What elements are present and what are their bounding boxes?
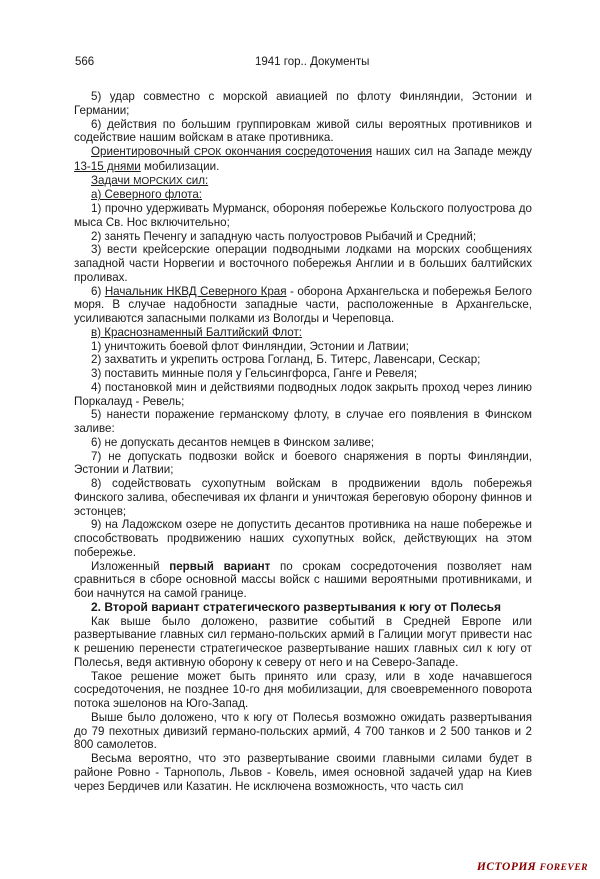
paragraph: 3) поставить минные поля у Гельсингфорса, Ганге и Ревеля; — [91, 367, 418, 380]
paragraph: 4) постановкой мин и действиями подводных лодок закрыть проход через линию Поркалауд - Ревель; — [74, 380, 532, 408]
paragraph: 6) Начальник НКВД Северного Края - оборона Архангельска и побережья Белого моря. В случае надобности западные части, расположенные в Архангельске, усиливаются запасными полками из Вологды и Череповца. — [74, 284, 533, 325]
text-span: Ориентировочный СРОК окончания сосредоточения — [91, 145, 372, 158]
paragraph: Как выше было доложено, развитие событий в Средней Европе или развертывание главных сил германо-польских армий в Галиции могут привести нас к решению перенести стратегическое развертывание наших главных сил к югу от Полесья, ведя активную оборону к северу от него и на Северо-Западе. — [74, 614, 532, 669]
paragraph: 8) содействовать сухопутным войскам в продвижении вдоль побережья Финского залива, обеспечивая их фланги и уничтожая береговую оборону финнов и эстонцев; — [74, 477, 532, 518]
paragraph: 9) на Ладожском озере не допустить десантов противника на наше побережье и способствовать продвижению наших сухопутных войск, действующих на этом побережье. — [74, 518, 532, 559]
paragraph: Изложенный первый вариант по срокам сосредоточения позволяет нам сравниться в сборе основной массы войск с нашими вероятными противниками, и бои начнутся на самой границе. — [74, 559, 532, 600]
paragraph: Весьма вероятно, что это развертывание своими главными силами будет в районе Ровно - Тарнополь, Львов - Ковель, имея основной задачей удар на Киев через Бердичев или Казатин. Не исключена возможность, что часть сил — [74, 752, 532, 793]
paragraph: 6) действия по большим группировкам живой силы вероятных противников и содействие нашим войскам в атаке противника. — [74, 117, 532, 145]
paragraph: Такое решение может быть принято или сразу, или в ходе начавшегося сосредоточения, не позднее 10-го дня мобилизации, для своевременного поворота потока эшелонов на Юго-Запад. — [74, 669, 532, 710]
paragraph: 6) не допускать десантов немцев в Финском заливе; — [91, 435, 375, 449]
paragraph: 5) удар совместно с морской авиацией по флоту Финляндии, Эстонии и Германии; — [74, 90, 532, 117]
page-number: 566 — [75, 56, 95, 68]
running-title: 1941 гор.. Документы — [255, 56, 370, 68]
section-label: в) Краснознаменный Балтийский Флот: — [91, 325, 303, 339]
paragraph: 5) нанести поражение германскому флоту, в случае его появления в Финском заливе: — [74, 408, 532, 435]
paragraph: 7) не допускать подвозки войск и боевого снаряжения в порты Финляндии, Эстонии и Латвии; — [74, 449, 532, 477]
section-heading: 2. Второй вариант стратегического развертывания к югу от Полесья — [91, 599, 502, 614]
paragraph: 3) вести крейсерские операции подводными лодками на морских сообщениях западной части Норвегии и восточного побережья Англии и в больших балтийских проливах. — [74, 243, 532, 284]
watermark-logo: ИСТОРИЯ FOREVER — [476, 861, 588, 873]
paragraph: 1) прочно удерживать Мурманск, обороняя побережье Кольского полуострова до мыса Св. Нос включительно; — [74, 202, 532, 229]
section-label: Задачи МОРСКИХ сил: — [91, 173, 209, 187]
paragraph: 1) уничтожить боевой флот Финляндии, Эстонии и Латвии; — [91, 339, 409, 353]
paragraph: Выше было доложено, что к югу от Полесья возможно ожидать развертывания до 79 пехотных дивизий германо-польских армий, 4 700 танков и 2 500 танков и 2 800 самолетов. — [74, 710, 532, 752]
page-header — [75, 56, 530, 72]
paragraph: 2) занять Печенгу и западную часть полуостровов Рыбачий и Средний; — [91, 229, 477, 243]
document-body — [74, 90, 532, 793]
section-label: а) Северного флота: — [91, 188, 202, 202]
paragraph: Ориентировочный СРОК окончания сосредоточения наших сил на Западе между 13-15 днями мобилизации. — [74, 145, 532, 173]
paragraph: 2) захватить и укрепить острова Гогланд, Б. Титерс, Лавенсари, Сескар; — [91, 353, 481, 367]
